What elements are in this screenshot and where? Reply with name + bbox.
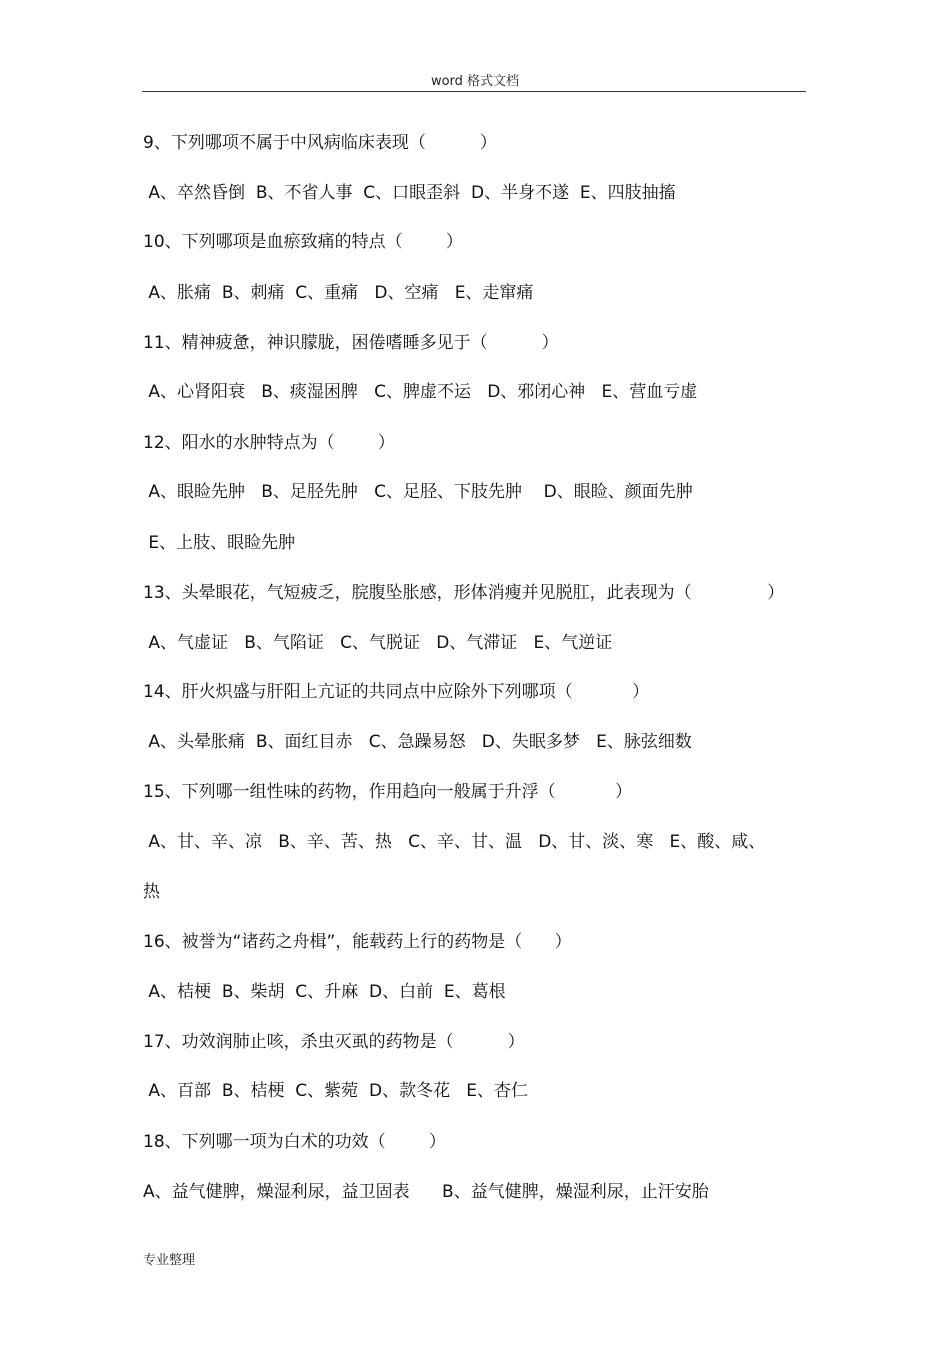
page-footer: 专业整理 <box>143 1253 196 1268</box>
options-15-cont: 热 <box>143 882 160 902</box>
question-12: 12、阳水的水肿特点为（ ） <box>143 433 395 453</box>
question-13: 13、头晕眼花，气短疲乏，脘腹坠胀感，形体消瘦并见脱肛，此表现为（ ） <box>143 583 785 603</box>
question-17: 17、功效润肺止咳，杀虫灭虱的药物是（ ） <box>143 1032 525 1052</box>
question-16: 16、被誉为“诸药之舟楫”，能载药上行的药物是（ ） <box>143 932 572 952</box>
options-17: A、百部 B、桔梗 C、紫菀 D、款冬花 E、杏仁 <box>143 1081 529 1101</box>
options-11: A、心肾阳衰 B、痰湿困脾 C、脾虚不运 D、邪闭心神 E、营血亏虚 <box>143 382 698 402</box>
question-14: 14、肝火炽盛与肝阳上亢证的共同点中应除外下列哪项（ ） <box>143 682 650 702</box>
options-15: A、甘、辛、凉 B、辛、苦、热 C、辛、甘、温 D、甘、淡、寒 E、酸、咸、 <box>143 832 766 852</box>
options-16: A、桔梗 B、柴胡 C、升麻 D、白前 E、葛根 <box>143 982 506 1002</box>
header-rule <box>142 91 806 92</box>
question-9: 9、下列哪项不属于中风病临床表现（ ） <box>143 133 497 153</box>
options-12-cont: E、上肢、眼睑先肿 <box>143 533 296 553</box>
question-18: 18、下列哪一项为白术的功效（ ） <box>143 1132 446 1152</box>
options-14: A、头晕胀痛 B、面红目赤 C、急躁易怒 D、失眠多梦 E、脉弦细数 <box>143 732 692 752</box>
options-10: A、胀痛 B、刺痛 C、重痛 D、空痛 E、走窜痛 <box>143 283 534 303</box>
page-header: word 格式文档 <box>430 74 520 89</box>
options-9: A、卒然昏倒 B、不省人事 C、口眼歪斜 D、半身不遂 E、四肢抽搐 <box>143 183 676 203</box>
options-12: A、眼睑先肿 B、足胫先肿 C、足胫、下肢先肿 D、眼睑、颜面先肿 <box>143 482 693 502</box>
question-11: 11、精神疲惫，神识朦胧，困倦嗜睡多见于（ ） <box>143 333 559 353</box>
options-18: A、益气健脾，燥湿利尿，益卫固表 B、益气健脾，燥湿利尿，止汗安胎 <box>143 1182 709 1202</box>
options-13: A、气虚证 B、气陷证 C、气脱证 D、气滞证 E、气逆证 <box>143 633 613 653</box>
question-15: 15、下列哪一组性味的药物，作用趋向一般属于升浮（ ） <box>143 782 633 802</box>
question-10: 10、下列哪项是血瘀致痛的特点（ ） <box>143 232 463 252</box>
